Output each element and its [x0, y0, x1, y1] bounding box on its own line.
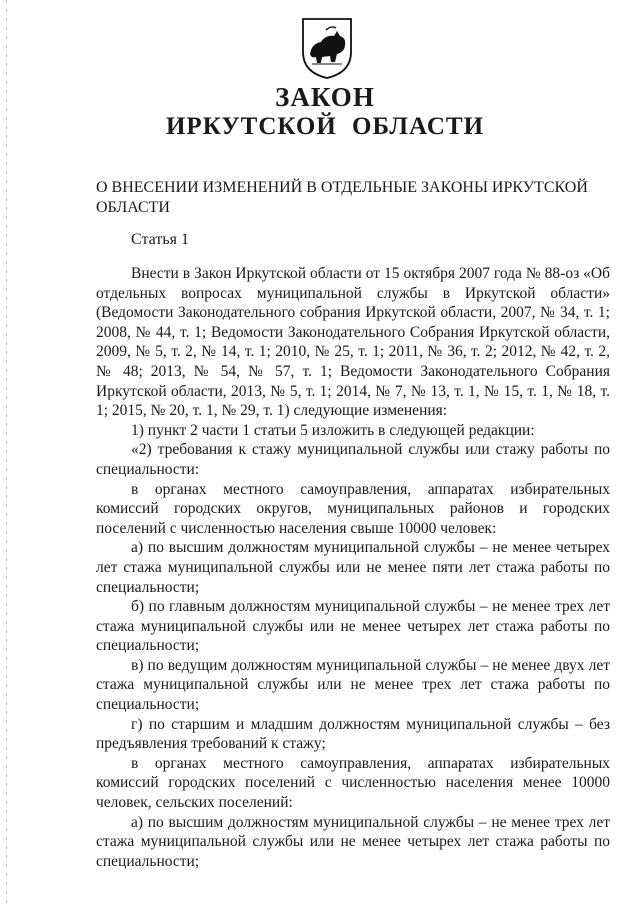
- paragraph: б) по главным должностям муниципальной службы – не менее трех лет стажа муниципальной службы или не менее четырех лет стажа работы по специальности;: [96, 598, 610, 655]
- irkutsk-babr-coat-of-arms-icon: [300, 16, 354, 80]
- law-title: ЗАКОН: [275, 82, 375, 112]
- article-heading: Статья 1: [131, 231, 189, 248]
- paragraph: а) по высшим должностям муниципальной службы – не менее четырех лет стажа муниципальной службы или не менее пяти лет стажа работы по специальности;: [96, 539, 610, 596]
- paragraph: г) по старшим и младшим должностям муниципальной службы – без предъявления требований к стажу;: [96, 715, 610, 753]
- paragraph: в) по ведущим должностям муниципальной службы – не менее двух лет стажа муниципальной службы или не менее трех лет стажа работы по специальности;: [96, 656, 610, 714]
- paragraph: в органах местного самоуправления, аппаратах избирательных комиссий городских поселений с численностью населения менее 10000 человек, сельских поселений:: [96, 754, 610, 812]
- law-subject: О ВНЕСЕНИИ ИЗМЕНЕНИЙ В ОТДЕЛЬНЫЕ ЗАКОНЫ ИРКУТСКОЙ ОБЛАСТИ: [96, 179, 588, 216]
- paragraph: а) по высшим должностям муниципальной службы – не менее трех лет стажа муниципальной службы или не менее четырех лет стажа работы по специальности;: [96, 813, 610, 870]
- paragraph: 1) пункт 2 части 1 статьи 5 изложить в следующей редакции:: [131, 421, 535, 439]
- paragraph: Внести в Закон Иркутской области от 15 октября 2007 года № 88-оз «Об отдельных вопросах муниципальной службы в Иркутской области» (Ведомости Законодательного собрания Иркутской области, 2007, № 34, т. 1; 2008, № 44, т. 1; Ведомости Законодательного Собрания Иркутской области, 2009, № 5, т. 2, № 14, т. 1; 2010, № 25, т. 1; 2011, № 36, т. 2; 2012, № 42, т. 2, № 48; 2013, № 54, № 57, т. 1; Ведомости Законодательного Собрания Иркутской области, 2013, № 5, т. 1; 2014, № 7, № 13, т. 1, № 15, т. 1, № 18, т. 1; 2015, № 20, т. 1, № 29, т. 1) следующие изменения:: [96, 265, 610, 420]
- paragraph: в органах местного самоуправления, аппаратах избирательных комиссий городских округов, муниципальных районов и городских поселений с численностью населения свыше 10000 человек:: [96, 480, 610, 537]
- law-region-title: ИРКУТСКОЙ ОБЛАСТИ: [165, 113, 485, 140]
- law-body: [96, 264, 610, 871]
- paragraph: «2) требования к стажу муниципальной службы или стажу работы по специальности:: [96, 441, 610, 478]
